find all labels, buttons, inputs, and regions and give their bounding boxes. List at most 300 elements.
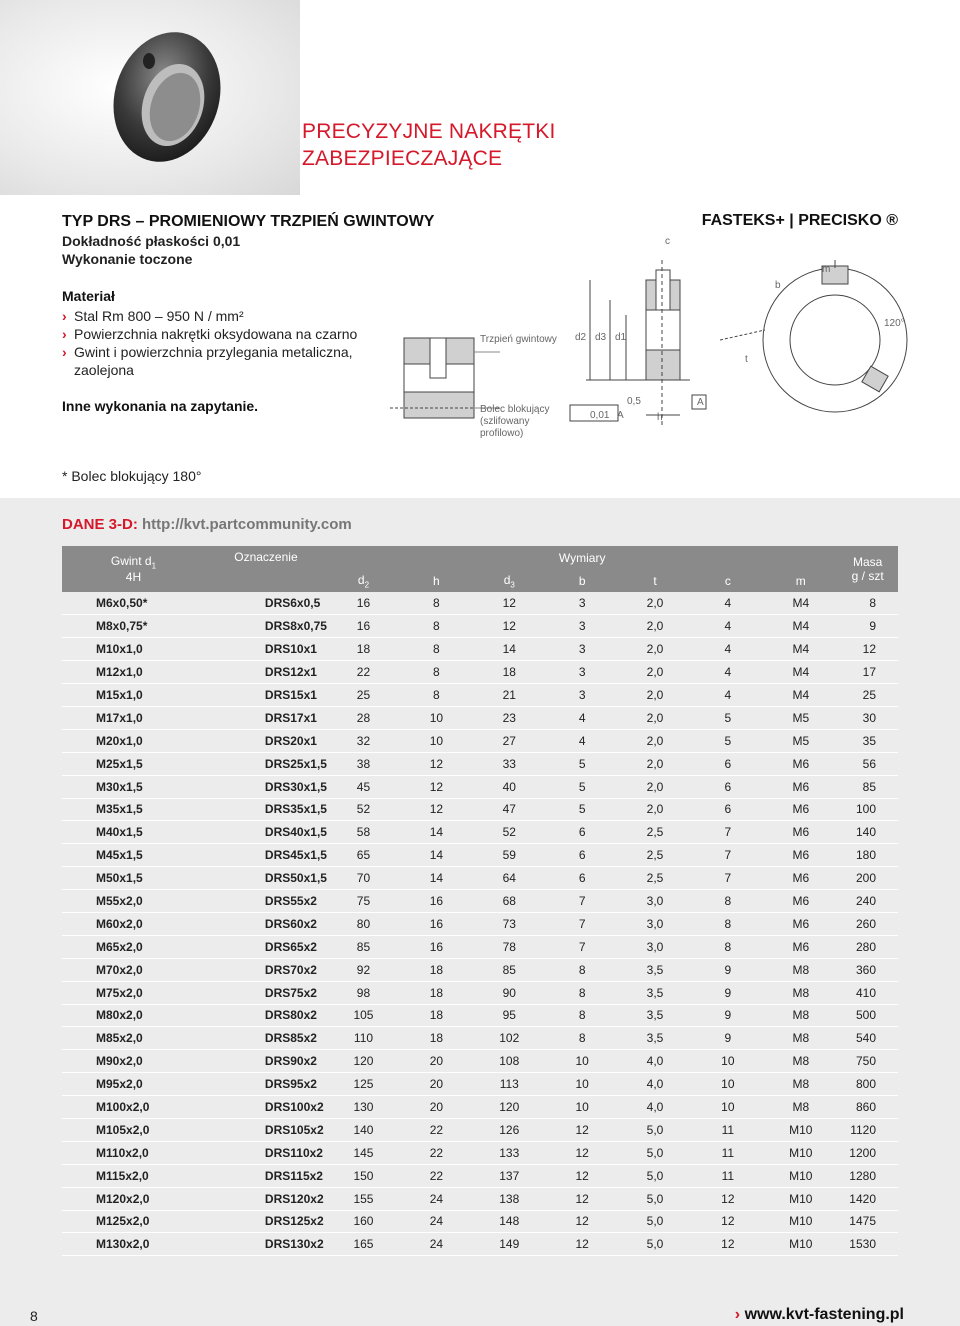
table-cell: M95x2,0 <box>62 1073 205 1096</box>
table-cell: 68 <box>473 890 546 913</box>
table-cell: M10 <box>764 1118 837 1141</box>
table-row <box>62 1164 898 1187</box>
table-cell: 16 <box>327 615 400 638</box>
table-cell: M5 <box>764 729 837 752</box>
chevron-right-icon: › <box>734 1306 741 1323</box>
table-cell: 2,0 <box>619 592 692 615</box>
table-cell: DRS15x1 <box>205 684 327 707</box>
table-cell: 5,0 <box>619 1118 692 1141</box>
table-cell: 6 <box>691 798 764 821</box>
table-cell: DRS75x2 <box>205 981 327 1004</box>
table-cell: 2,0 <box>619 706 692 729</box>
table-cell: 6 <box>546 844 619 867</box>
table-cell: M12x1,0 <box>62 661 205 684</box>
table-cell: 12 <box>473 615 546 638</box>
table-cell: 65 <box>327 844 400 867</box>
table-cell: DRS60x2 <box>205 912 327 935</box>
table-row <box>62 981 898 1004</box>
table-cell: M6 <box>764 844 837 867</box>
table-cell: 85 <box>327 935 400 958</box>
table-cell: 16 <box>400 912 473 935</box>
table-cell: 1475 <box>837 1210 898 1233</box>
table-cell: 133 <box>473 1141 546 1164</box>
label-datum-a: A <box>617 410 624 421</box>
table-cell: 10 <box>546 1050 619 1073</box>
table-cell: 7 <box>546 912 619 935</box>
table-cell: 78 <box>473 935 546 958</box>
table-cell: 360 <box>837 958 898 981</box>
table-cell: DRS6x0,5 <box>205 592 327 615</box>
table-cell: 18 <box>327 638 400 661</box>
label-d1: d1 <box>615 332 627 343</box>
chevron-right-icon: › <box>62 326 67 342</box>
table-cell: 10 <box>691 1073 764 1096</box>
table-cell: M6 <box>764 821 837 844</box>
table-cell: 12 <box>546 1233 619 1256</box>
header-h: h <box>400 570 473 592</box>
table-cell: 5,0 <box>619 1187 692 1210</box>
material-item: › Powierzchnia nakrętki oksydowana na czarno <box>62 326 358 342</box>
page-number: 8 <box>30 1308 38 1324</box>
footnote: * Bolec blokujący 180° <box>62 468 202 484</box>
material-item: › Stal Rm 800 – 950 N / mm² <box>62 308 244 324</box>
table-cell: M55x2,0 <box>62 890 205 913</box>
table-cell: 35 <box>837 729 898 752</box>
table-cell: 85 <box>837 775 898 798</box>
table-cell: M110x2,0 <box>62 1141 205 1164</box>
table-cell: 16 <box>400 935 473 958</box>
table-row <box>62 958 898 981</box>
header-d3: $d_3$ <box>473 570 546 592</box>
table-cell: M125x2,0 <box>62 1210 205 1233</box>
table-cell: 150 <box>327 1164 400 1187</box>
header-wymiary: Wymiary <box>327 546 837 570</box>
table-cell: 3 <box>546 638 619 661</box>
table-cell: 7 <box>546 935 619 958</box>
table-cell: 40 <box>473 775 546 798</box>
label-h: h <box>657 412 663 423</box>
table-cell: 24 <box>400 1210 473 1233</box>
table-cell: 8 <box>837 592 898 615</box>
brand-label: FASTEKS+ | PRECISKO ® <box>701 212 898 229</box>
table-row <box>62 912 898 935</box>
table-cell: 6 <box>546 821 619 844</box>
table-cell: 200 <box>837 867 898 890</box>
table-cell: 240 <box>837 890 898 913</box>
table-cell: 10 <box>691 1050 764 1073</box>
label-trzpien: Trzpień gwintowy <box>480 334 557 345</box>
table-cell: M25x1,5 <box>62 752 205 775</box>
table-cell: 38 <box>327 752 400 775</box>
material-item: zaolejona <box>74 362 134 378</box>
table-cell: 52 <box>327 798 400 821</box>
table-cell: 750 <box>837 1050 898 1073</box>
table-cell: M20x1,0 <box>62 729 205 752</box>
lock-nut-photo <box>105 25 225 175</box>
label-t: t <box>745 354 748 365</box>
table-cell: DRS130x2 <box>205 1233 327 1256</box>
table-cell: 70 <box>327 867 400 890</box>
table-cell: M120x2,0 <box>62 1187 205 1210</box>
table-row <box>62 1096 898 1119</box>
table-cell: 9 <box>691 958 764 981</box>
table-cell: 7 <box>691 821 764 844</box>
table-cell: 22 <box>400 1164 473 1187</box>
table-cell: 110 <box>327 1027 400 1050</box>
table-cell: 20 <box>400 1050 473 1073</box>
chevron-right-icon: › <box>62 344 67 360</box>
table-cell: 12 <box>546 1164 619 1187</box>
table-cell: 7 <box>691 867 764 890</box>
header-c: c <box>691 570 764 592</box>
table-cell: 8 <box>546 1004 619 1027</box>
label-d2: d2 <box>575 332 587 343</box>
table-cell: M8 <box>764 1004 837 1027</box>
table-cell: 58 <box>327 821 400 844</box>
table-cell: 12 <box>400 775 473 798</box>
hero <box>0 0 960 195</box>
table-cell: M50x1,5 <box>62 867 205 890</box>
table-cell: 3,5 <box>619 1027 692 1050</box>
label-b: b <box>775 280 781 291</box>
table-cell: 45 <box>327 775 400 798</box>
table-cell: M45x1,5 <box>62 844 205 867</box>
table-cell: 12 <box>473 592 546 615</box>
cad-label: DANE 3-D: <box>62 516 138 533</box>
table-cell: 2,0 <box>619 661 692 684</box>
table-cell: 800 <box>837 1073 898 1096</box>
flatness-text: Dokładność płaskości 0,01 <box>62 233 241 249</box>
table-cell: 12 <box>400 752 473 775</box>
table-cell: M17x1,0 <box>62 706 205 729</box>
header-gwint: Gwint $d_1$ 4H <box>62 546 205 592</box>
table-cell: DRS20x1 <box>205 729 327 752</box>
table-cell: M4 <box>764 638 837 661</box>
table-cell: 137 <box>473 1164 546 1187</box>
table-cell: 4 <box>546 729 619 752</box>
table-cell: 3 <box>546 615 619 638</box>
table-cell: 12 <box>691 1210 764 1233</box>
table-cell: M10 <box>764 1141 837 1164</box>
table-row <box>62 684 898 707</box>
table-cell: 138 <box>473 1187 546 1210</box>
table-cell: 25 <box>837 684 898 707</box>
table-cell: 3 <box>546 592 619 615</box>
table-cell: 10 <box>546 1096 619 1119</box>
table-cell: 12 <box>546 1187 619 1210</box>
table-cell: 108 <box>473 1050 546 1073</box>
table-cell: 860 <box>837 1096 898 1119</box>
table-cell: DRS115x2 <box>205 1164 327 1187</box>
table-row <box>62 1210 898 1233</box>
table-cell: 540 <box>837 1027 898 1050</box>
table-cell: M15x1,0 <box>62 684 205 707</box>
table-cell: 155 <box>327 1187 400 1210</box>
table-cell: 59 <box>473 844 546 867</box>
table-cell: 5,0 <box>619 1233 692 1256</box>
table-cell: 5 <box>546 775 619 798</box>
table-cell: 12 <box>691 1233 764 1256</box>
table-cell: M130x2,0 <box>62 1233 205 1256</box>
table-cell: M6 <box>764 752 837 775</box>
table-cell: 120 <box>327 1050 400 1073</box>
table-row <box>62 1233 898 1256</box>
table-cell: 3,5 <box>619 1004 692 1027</box>
table-cell: DRS120x2 <box>205 1187 327 1210</box>
table-cell: 8 <box>400 684 473 707</box>
table-cell: 5,0 <box>619 1164 692 1187</box>
table-cell: 120 <box>473 1096 546 1119</box>
table-cell: 12 <box>546 1210 619 1233</box>
table-cell: 113 <box>473 1073 546 1096</box>
table-cell: 2,5 <box>619 844 692 867</box>
table-cell: 16 <box>400 890 473 913</box>
table-cell: 2,0 <box>619 638 692 661</box>
table-cell: 9 <box>837 615 898 638</box>
table-cell: 5 <box>546 798 619 821</box>
table-row <box>62 1118 898 1141</box>
table-cell: M75x2,0 <box>62 981 205 1004</box>
table-cell: M35x1,5 <box>62 798 205 821</box>
table-cell: 3,0 <box>619 890 692 913</box>
table-cell: 22 <box>327 661 400 684</box>
table-row <box>62 1004 898 1027</box>
table-cell: 3,5 <box>619 958 692 981</box>
label-angle: 120° <box>884 318 905 329</box>
table-cell: 12 <box>400 798 473 821</box>
table-row <box>62 1073 898 1096</box>
table-cell: 18 <box>400 1004 473 1027</box>
table-cell: DRS125x2 <box>205 1210 327 1233</box>
label-half: 0,5 <box>627 396 641 407</box>
table-row <box>62 729 898 752</box>
table-cell: 2,5 <box>619 821 692 844</box>
table-cell: 24 <box>400 1233 473 1256</box>
table-cell: 5 <box>691 729 764 752</box>
table-cell: 3 <box>546 684 619 707</box>
table-cell: M8 <box>764 1073 837 1096</box>
table-cell: 4 <box>546 706 619 729</box>
table-cell: M10 <box>764 1187 837 1210</box>
table-cell: 2,0 <box>619 684 692 707</box>
other-versions-text: Inne wykonania na zapytanie. <box>62 398 259 414</box>
table-row <box>62 1050 898 1073</box>
table-cell: 260 <box>837 912 898 935</box>
table-row <box>62 935 898 958</box>
table-cell: DRS40x1,5 <box>205 821 327 844</box>
table-cell: 10 <box>691 1096 764 1119</box>
table-cell: DRS65x2 <box>205 935 327 958</box>
table-cell: M70x2,0 <box>62 958 205 981</box>
table-cell: M100x2,0 <box>62 1096 205 1119</box>
table-cell: 9 <box>691 981 764 1004</box>
table-cell: DRS8x0,75 <box>205 615 327 638</box>
table-cell: 73 <box>473 912 546 935</box>
table-cell: DRS12x1 <box>205 661 327 684</box>
table-cell: 145 <box>327 1141 400 1164</box>
table-row <box>62 775 898 798</box>
table-cell: M6 <box>764 798 837 821</box>
page-title: PRECYZYJNE NAKRĘTKI ZABEZPIECZAJĄCE <box>302 120 556 170</box>
table-cell: M6 <box>764 775 837 798</box>
table-cell: 8 <box>691 935 764 958</box>
table-cell: M8 <box>764 981 837 1004</box>
table-cell: 21 <box>473 684 546 707</box>
table-cell: DRS55x2 <box>205 890 327 913</box>
table-cell: 25 <box>327 684 400 707</box>
table-cell: M90x2,0 <box>62 1050 205 1073</box>
table-cell: 10 <box>400 706 473 729</box>
table-cell: M6 <box>764 890 837 913</box>
table-cell: 7 <box>691 844 764 867</box>
table-cell: DRS95x2 <box>205 1073 327 1096</box>
table-cell: DRS25x1,5 <box>205 752 327 775</box>
technical-drawing <box>390 230 920 450</box>
table-cell: M105x2,0 <box>62 1118 205 1141</box>
table-cell: 4 <box>691 684 764 707</box>
table-cell: 410 <box>837 981 898 1004</box>
table-cell: DRS80x2 <box>205 1004 327 1027</box>
table-cell: 126 <box>473 1118 546 1141</box>
table-row <box>62 661 898 684</box>
table-cell: 28 <box>327 706 400 729</box>
table-cell: M8 <box>764 958 837 981</box>
dimension-table <box>62 546 898 1256</box>
table-cell: DRS110x2 <box>205 1141 327 1164</box>
table-cell: 18 <box>400 1027 473 1050</box>
label-tolerance: 0,01 <box>590 410 610 421</box>
website-link[interactable]: › www.kvt-fastening.pl <box>734 1306 904 1323</box>
table-cell: 10 <box>400 729 473 752</box>
table-cell: 1530 <box>837 1233 898 1256</box>
cad-data-line <box>62 516 352 533</box>
table-cell: 23 <box>473 706 546 729</box>
material-item: › Gwint i powierzchnia przylegania metaliczna, <box>62 344 353 360</box>
table-cell: M4 <box>764 592 837 615</box>
header-m: m <box>764 570 837 592</box>
table-cell: 11 <box>691 1141 764 1164</box>
table-cell: 180 <box>837 844 898 867</box>
table-cell: 500 <box>837 1004 898 1027</box>
table-cell: M10x1,0 <box>62 638 205 661</box>
table-row <box>62 867 898 890</box>
table-cell: 140 <box>837 821 898 844</box>
table-row <box>62 1187 898 1210</box>
chevron-right-icon: › <box>62 308 67 324</box>
table-cell: M115x2,0 <box>62 1164 205 1187</box>
material-heading: Materiał <box>62 288 115 304</box>
table-cell: 6 <box>691 775 764 798</box>
table-cell: 3,0 <box>619 935 692 958</box>
table-cell: 1280 <box>837 1164 898 1187</box>
table-cell: DRS10x1 <box>205 638 327 661</box>
table-cell: DRS50x1,5 <box>205 867 327 890</box>
table-cell: 11 <box>691 1164 764 1187</box>
header-d2: $d_2$ <box>327 570 400 592</box>
table-cell: 20 <box>400 1096 473 1119</box>
table-cell: 280 <box>837 935 898 958</box>
table-cell: 5,0 <box>619 1210 692 1233</box>
table-cell: 24 <box>400 1187 473 1210</box>
table-cell: 4 <box>691 592 764 615</box>
table-cell: M6 <box>764 912 837 935</box>
table-cell: 2,0 <box>619 615 692 638</box>
table-cell: 64 <box>473 867 546 890</box>
table-cell: 12 <box>546 1141 619 1164</box>
type-title: TYP DRS – PROMIENIOWY TRZPIEŃ GWINTOWY <box>62 213 435 230</box>
table-cell: M4 <box>764 615 837 638</box>
table-cell: 1200 <box>837 1141 898 1164</box>
table-cell: 95 <box>473 1004 546 1027</box>
table-cell: M10 <box>764 1233 837 1256</box>
table-cell: 6 <box>546 867 619 890</box>
table-cell: 125 <box>327 1073 400 1096</box>
header-masa: Masa g / szt <box>837 546 898 592</box>
table-cell: 12 <box>546 1118 619 1141</box>
table-cell: 148 <box>473 1210 546 1233</box>
table-cell: 5 <box>546 752 619 775</box>
table-cell: 20 <box>400 1073 473 1096</box>
table-cell: 12 <box>691 1187 764 1210</box>
table-cell: 92 <box>327 958 400 981</box>
table-cell: 10 <box>546 1073 619 1096</box>
table-cell: 9 <box>691 1027 764 1050</box>
product-heading <box>62 212 434 268</box>
table-row <box>62 844 898 867</box>
table-row <box>62 592 898 615</box>
table-cell: 8 <box>400 661 473 684</box>
table-cell: M8 <box>764 1050 837 1073</box>
table-cell: 140 <box>327 1118 400 1141</box>
table-cell: M60x2,0 <box>62 912 205 935</box>
table-cell: 11 <box>691 1118 764 1141</box>
table-cell: DRS35x1,5 <box>205 798 327 821</box>
table-row <box>62 1027 898 1050</box>
table-cell: 105 <box>327 1004 400 1027</box>
material-section <box>62 288 392 379</box>
table-row <box>62 798 898 821</box>
table-cell: 1120 <box>837 1118 898 1141</box>
table-cell: M30x1,5 <box>62 775 205 798</box>
table-cell: M8 <box>764 1096 837 1119</box>
table-cell: 3,5 <box>619 981 692 1004</box>
table-cell: 56 <box>837 752 898 775</box>
table-cell: M80x2,0 <box>62 1004 205 1027</box>
table-cell: 18 <box>473 661 546 684</box>
table-cell: 14 <box>400 844 473 867</box>
table-cell: 75 <box>327 890 400 913</box>
table-cell: DRS30x1,5 <box>205 775 327 798</box>
table-cell: 149 <box>473 1233 546 1256</box>
table-cell: 5,0 <box>619 1141 692 1164</box>
table-cell: DRS17x1 <box>205 706 327 729</box>
label-d3: d3 <box>595 332 607 343</box>
label-datum-a2: A <box>697 397 704 408</box>
table-cell: M65x2,0 <box>62 935 205 958</box>
table-cell: M10 <box>764 1164 837 1187</box>
table-cell: 100 <box>837 798 898 821</box>
cad-link[interactable]: http://kvt.partcommunity.com <box>142 516 352 533</box>
table-row <box>62 890 898 913</box>
table-cell: 8 <box>546 1027 619 1050</box>
table-cell: 8 <box>691 912 764 935</box>
table-cell: 18 <box>400 958 473 981</box>
table-row <box>62 752 898 775</box>
table-row <box>62 821 898 844</box>
table-cell: 14 <box>400 821 473 844</box>
table-cell: 47 <box>473 798 546 821</box>
table-cell: M8x0,75* <box>62 615 205 638</box>
